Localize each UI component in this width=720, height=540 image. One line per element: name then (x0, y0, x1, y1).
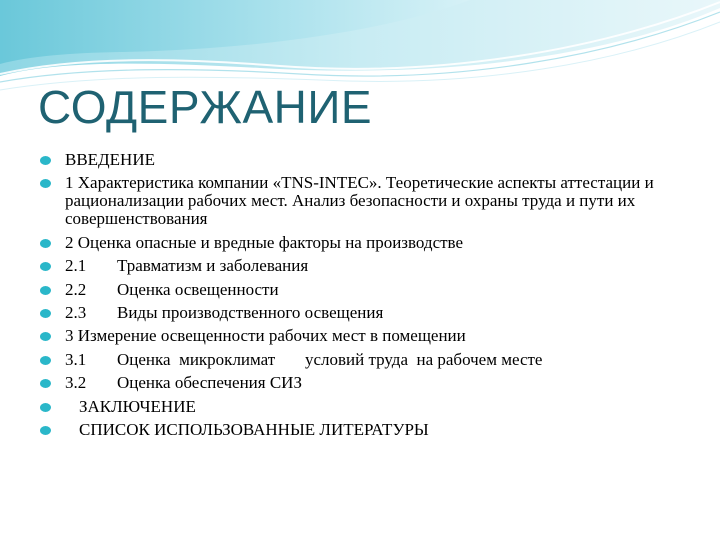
list-item-text: Оценка микроклимат условий труда на рабочем месте (117, 349, 543, 369)
list-item (38, 257, 678, 275)
list-item (38, 374, 678, 392)
bullet-icon (40, 286, 51, 295)
list-item-number: 3.1 (65, 349, 87, 369)
bullet-icon (40, 156, 51, 165)
list-item (38, 421, 678, 439)
slide-title: СОДЕРЖАНИЕ (38, 81, 373, 133)
list-item-number: 2.1 (65, 256, 87, 276)
bullet-icon (40, 262, 51, 271)
list-item (38, 151, 678, 169)
list-item-text: ЗАКЛЮЧЕНИЕ (79, 396, 196, 416)
bullet-icon (40, 309, 51, 318)
bullet-icon (40, 179, 51, 188)
list-item (38, 327, 678, 345)
list-item (38, 398, 678, 416)
list-item (38, 281, 678, 299)
list-item (38, 234, 678, 252)
list-item-text: Оценка обеспечения СИЗ (117, 373, 302, 393)
list-item-text: Травматизм и заболевания (117, 256, 309, 276)
list-item (38, 304, 678, 322)
bullet-icon (40, 379, 51, 388)
list-item-text: Виды производственного освещения (117, 302, 384, 322)
bullet-icon (40, 426, 51, 435)
list-item-text: 3 Измерение освещенности рабочих мест в помещении (65, 326, 466, 346)
list-item (38, 351, 678, 369)
bullet-icon (40, 332, 51, 341)
list-item-text: 2 Оценка опасные и вредные факторы на производстве (65, 232, 464, 252)
contents-list (38, 151, 678, 444)
list-item (38, 174, 678, 228)
list-item-text: 1 Характеристика компании «TNS-INTEC». Теоретические аспекты аттестации и рационализации рабочих мест. Анализ безопасности и охраны труда и пути их совершенствования (65, 173, 654, 229)
list-item-number: 2.2 (65, 279, 87, 299)
list-item-text: СПИСОК ИСПОЛЬЗОВАННЫЕ ЛИТЕРАТУРЫ (79, 419, 429, 439)
bullet-icon (40, 356, 51, 365)
bullet-icon (40, 239, 51, 248)
list-item-text: ВВЕДЕНИЕ (65, 150, 155, 169)
list-item-number: 2.3 (65, 302, 87, 322)
list-item-number: 3.2 (65, 373, 87, 393)
list-item-text: Оценка освещенности (117, 279, 279, 299)
bullet-icon (40, 403, 51, 412)
